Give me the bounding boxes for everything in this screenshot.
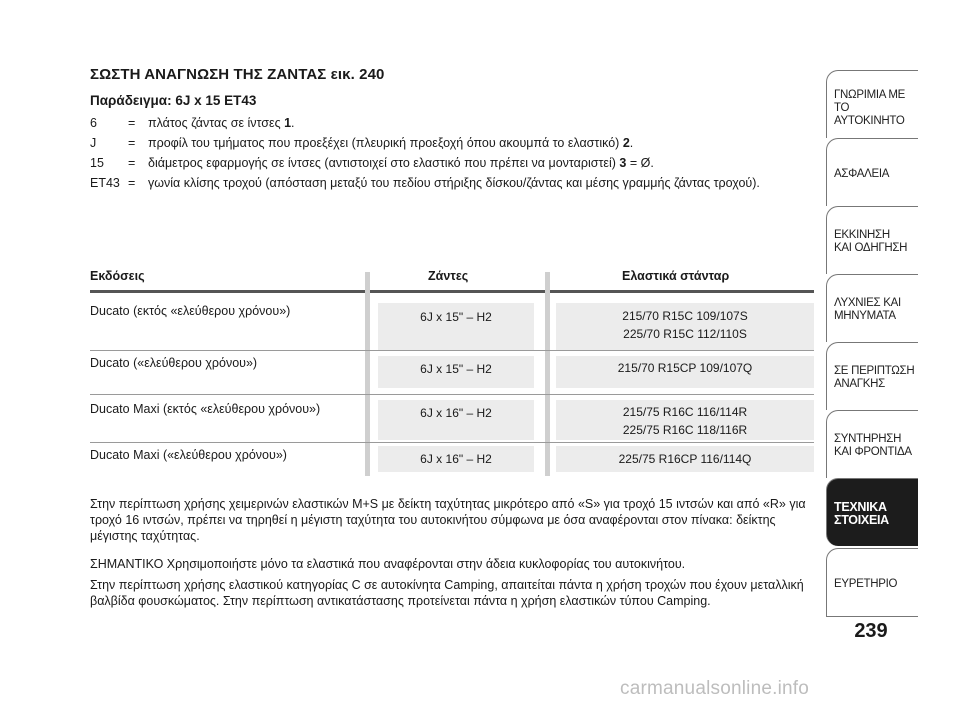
tyre-cell <box>556 359 814 377</box>
definition-text: γωνία κλίσης τροχού (απόσταση μεταξύ του πεδίου στήριξης δίσκου/ζάντας και μέσης γραμμής ζάντας τροχού). <box>148 176 760 190</box>
tyre-size: 225/75 R16CP 116/114Q <box>618 452 752 466</box>
column-separator <box>545 272 550 476</box>
tab-label: ΓΝΩΡΙΜΙΑ ΜΕ ΤΟ ΑΥΤΟΚΙΝΗΤΟ <box>834 89 906 127</box>
tab-label: ΣΕ ΠΕΡΙΠΤΩΣΗ ΑΝΑΓΚΗΣ <box>834 365 915 390</box>
definition-key: J <box>90 136 97 150</box>
tab-starting-driving[interactable] <box>826 206 918 274</box>
important-note: ΣΗΜΑΝΤΙΚΟ Χρησιμοποιήστε μόνο τα ελαστικά που αναφέρονται στην άδεια κυκλοφορίας του αυτοκινήτου. <box>90 557 686 571</box>
version-cell: Ducato Maxi («ελεύθερου χρόνου») <box>90 448 287 462</box>
tyre-cell <box>556 450 814 468</box>
tab-warning-lights[interactable] <box>826 274 918 342</box>
column-header-versions: Εκδόσεις <box>90 269 145 283</box>
definition-equals: = <box>128 156 136 170</box>
rim-cell: 6J x 15" – H2 <box>420 362 492 376</box>
example-heading: Παράδειγμα: 6J x 15 ET43 <box>90 93 257 108</box>
definition-equals: = <box>128 116 136 130</box>
tab-label: ΕΚΚΙΝΗΣΗ ΚΑΙ ΟΔΗΓΗΣΗ <box>834 229 908 254</box>
tab-index[interactable] <box>826 548 918 616</box>
version-cell: Ducato («ελεύθερου χρόνου») <box>90 356 258 370</box>
version-cell: Ducato Maxi (εκτός «ελεύθερου χρόνου») <box>90 402 321 416</box>
tyre-size: 215/70 R15CP 109/107Q <box>617 361 753 375</box>
tab-maintenance[interactable] <box>826 410 918 478</box>
column-header-rims: Ζάντες <box>428 269 469 283</box>
definition-text: προφίλ του τμήματος που προεξέχει (πλευρική προεξοχή όπου ακουμπά το ελαστικό) 2. <box>148 136 634 150</box>
row-divider <box>90 442 814 443</box>
rim-cell: 6J x 16" – H2 <box>420 406 492 420</box>
tab-label: ΣΥΝΤΗΡΗΣΗ ΚΑΙ ΦΡΟΝΤΙΔΑ <box>834 433 912 458</box>
page-title: ΣΩΣΤΗ ΑΝΑΓΝΩΣΗ ΤΗΣ ΖΑΝΤΑΣ εικ. 240 <box>90 66 385 83</box>
tyre-size: 225/70 R15C 112/110S <box>623 327 747 341</box>
rim-cell: 6J x 16" – H2 <box>420 452 492 466</box>
sidebar-bottom-rule <box>826 616 918 617</box>
tab-getting-to-know-vehicle[interactable] <box>826 70 918 138</box>
definition-key: 15 <box>90 156 104 170</box>
tab-emergency[interactable] <box>826 342 918 410</box>
definition-key: ET43 <box>90 176 120 190</box>
definition-key: 6 <box>90 116 97 130</box>
rim-cell: 6J x 15" – H2 <box>420 310 492 324</box>
column-separator <box>365 272 370 476</box>
winter-tyres-note: Στην περίπτωση χρήσης χειμερινών ελαστικών M+S με δείκτη ταχύτητας μικρότερο από «S» για τροχό 15 ιντσών και από «R» για τροχό 16 ιντσών, πρέπει να τηρηθεί η μέγιστη ταχύτητα του αυτοκινήτου σύμφωνα με όσα αναφέρονται στον πίνακα: δείκτης μέγιστης ταχύτητας. <box>90 497 806 543</box>
tab-label: ΑΣΦΑΛΕΙΑ <box>834 168 890 180</box>
tyre-table <box>90 266 814 476</box>
camping-note: Στην περίπτωση χρήσης ελαστικού κατηγορίας C σε αυτοκίνητα Camping, απαιτείται πάντα η χρήση τροχών που έχουν μεταλλική βαλβίδα φουσκώματος. Στην περίπτωση αντικατάστασης προτείνεται πάντα η χρήση ελαστικών τύπου Camping. <box>90 578 804 608</box>
row-divider <box>90 350 814 351</box>
tyre-size: 215/70 R15C 109/107S <box>622 309 748 323</box>
tab-technical-data[interactable] <box>826 478 918 546</box>
tab-label: ΛΥΧΝΙΕΣ ΚΑΙ ΜΗΝΥΜΑΤΑ <box>834 297 901 322</box>
tab-label: ΕΥΡΕΤΗΡΙΟ <box>834 578 898 590</box>
row-divider <box>90 394 814 395</box>
watermark: carmanualsonline.info <box>620 678 810 699</box>
tab-label: ΤΕΧΝΙΚΑ ΣΤΟΙΧΕΙΑ <box>834 500 889 527</box>
tyre-cell <box>556 307 814 343</box>
column-header-tyres: Ελαστικά στάνταρ <box>622 269 730 283</box>
definition-text: πλάτος ζάντας σε ίντσες 1. <box>148 116 295 130</box>
definition-equals: = <box>128 176 136 190</box>
definition-text: διάμετρος εφαρμογής σε ίντσες (αντιστοιχεί στο ελαστικό που πρέπει να μονταριστεί) 3 = Ø. <box>148 156 654 170</box>
version-cell: Ducato (εκτός «ελεύθερου χρόνου») <box>90 304 291 318</box>
tyre-size: 225/75 R16C 118/116R <box>622 423 748 437</box>
header-divider <box>90 290 814 293</box>
tab-safety[interactable] <box>826 138 918 206</box>
page-number: 239 <box>854 620 888 642</box>
tyre-cell <box>556 403 814 439</box>
tyre-size: 215/75 R16C 116/114R <box>622 405 748 419</box>
definition-equals: = <box>128 136 136 150</box>
